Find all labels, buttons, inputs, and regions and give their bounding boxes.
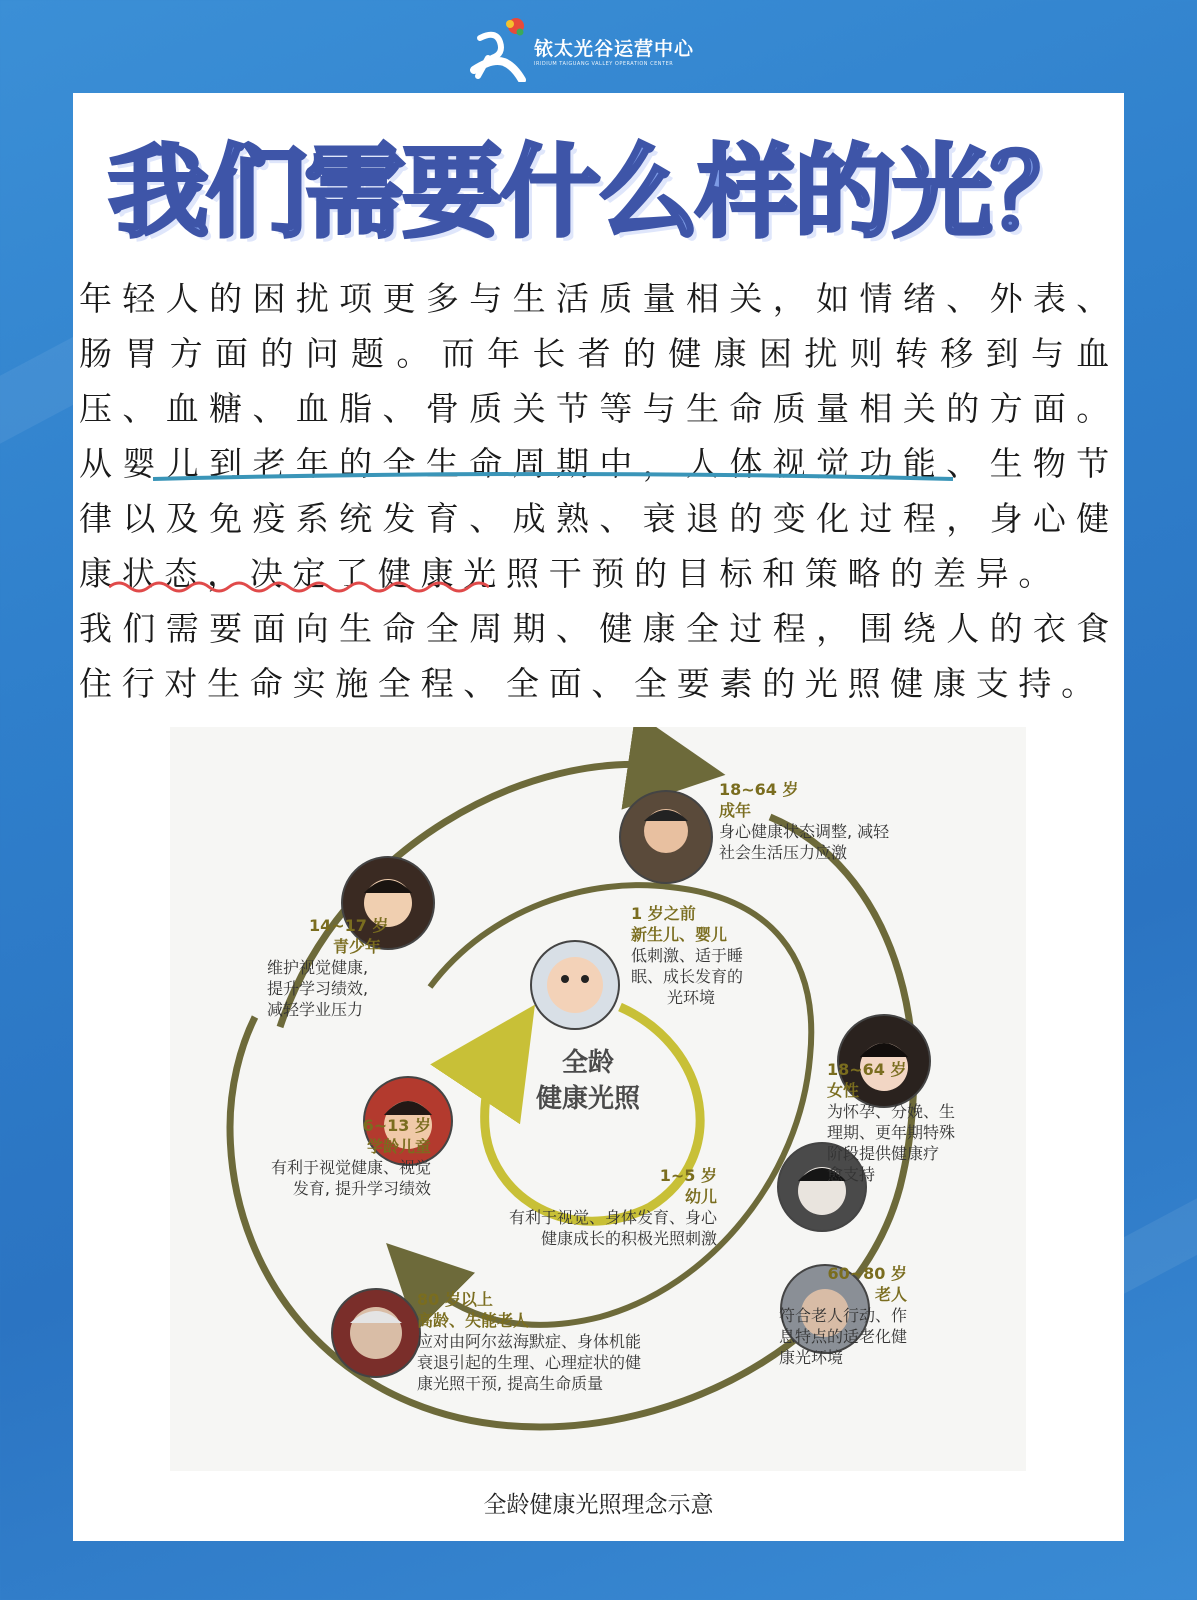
stage-group: 老人 (875, 1285, 908, 1304)
stage-woman (827, 1059, 955, 1185)
stage-age: 18~64 岁 (827, 1060, 907, 1079)
stage-age: 1~5 岁 (659, 1166, 717, 1185)
body-paragraph: 年轻人的困扰项更多与生活质量相关，如情绪、外表、肠胃方面的问题。而年长者的健康困扰则转移到与血压、血糖、血脂、骨质关节等与生命质量相关的方面。从婴儿到老年的全生命周期中，人体视觉功能、生物节律以及免疫系统发育、成熟、衰退的变化过程，身心健康状态，决定了健康光照干预的目标和策略的差异。 (79, 279, 1119, 593)
stage-age: 60~80 岁 (827, 1264, 908, 1283)
stage-age: 14~17 岁 (309, 916, 389, 935)
stage-desc: 阶段提供健康疗 (827, 1144, 940, 1163)
diagram-center-label (513, 1045, 663, 1117)
logo-figure-icon (470, 18, 526, 82)
stage-desc: 息特点的适老化健 (779, 1327, 908, 1346)
stage-group: 学龄儿童 (366, 1137, 431, 1156)
stage-desc: 低刺激、适于睡 (631, 946, 744, 965)
stage-desc: 理期、更年期特殊 (827, 1123, 956, 1142)
stage-desc: 康光环境 (779, 1348, 844, 1367)
stage-desc: 社会生活压力应激 (719, 843, 848, 862)
stage-toddler (481, 1165, 717, 1249)
stage-desc: 有利于视觉健康、视觉 (270, 1158, 431, 1177)
stage-desc: 衰退引起的生理、心理症状的健 (417, 1353, 642, 1372)
stage-desc: 身心健康状态调整, 减轻 (719, 822, 890, 841)
avatar-adult (620, 791, 712, 883)
stage-teen (267, 915, 389, 1020)
stage-infant (631, 903, 743, 1008)
content-card (73, 93, 1124, 1541)
stage-age: 6~13 岁 (362, 1116, 431, 1135)
highlight-underline (153, 471, 953, 487)
stage-desc: 为怀孕、分娩、生 (827, 1102, 956, 1121)
stage-group: 女性 (827, 1081, 860, 1100)
center-line-2: 健康光照 (535, 1084, 640, 1114)
stage-school-child (249, 1115, 431, 1199)
stage-group: 青少年 (333, 937, 382, 956)
stage-group: 成年 (719, 801, 752, 820)
stage-desc: 有利于视觉、身体发育、身心 (508, 1208, 717, 1227)
stage-desc: 康光照干预, 提高生命质量 (417, 1374, 604, 1393)
stage-desc: 符合老人行动、作 (779, 1306, 908, 1325)
wavy-underline (109, 579, 489, 595)
stage-age: 18~64 岁 (719, 780, 799, 799)
stage-adult (719, 779, 889, 863)
stage-group: 高龄、失能老人 (417, 1311, 530, 1330)
stage-desc: 发育, 提升学习绩效 (292, 1179, 431, 1198)
logo (470, 10, 694, 90)
center-line-1: 全龄 (561, 1048, 614, 1078)
stage-desc: 维护视觉健康, (267, 958, 369, 977)
stage-desc: 应对由阿尔兹海默症、身体机能 (417, 1332, 642, 1351)
diagram-caption: 全龄健康光照理念示意 (483, 1492, 714, 1518)
page-title: 我们需要什么样的光？ (108, 134, 1089, 251)
stage-senior (779, 1263, 907, 1368)
stage-desc: 提升学习绩效, (267, 979, 369, 998)
stage-desc: 愈支持 (827, 1165, 876, 1184)
stage-group: 幼儿 (684, 1187, 717, 1206)
logo-name: 铱太光谷运营中心 (534, 37, 695, 60)
avatar-infant (531, 941, 619, 1029)
stage-age: 1 岁之前 (631, 904, 696, 923)
stage-group: 新生儿、婴儿 (631, 925, 728, 944)
stage-desc: 健康成长的积极光照刺激 (540, 1229, 717, 1248)
body-paragraph: 我们需要面向生命全周期、健康全过程，围绕人的衣食住行对生命实施全程、全面、全要素的光照健康支持。 (79, 609, 1119, 703)
stage-desc: 减轻学业压力 (267, 1000, 364, 1019)
stage-desc: 光环境 (667, 988, 716, 1007)
stage-desc: 眠、成长发育的 (631, 967, 744, 986)
stage-age: 80 岁以上 (417, 1290, 493, 1309)
avatar-elderly (332, 1289, 420, 1377)
stage-elderly (417, 1289, 641, 1394)
logo-subtitle: IRIDIUM TAIGUANG VALLEY OPERATION CENTER (534, 60, 674, 67)
